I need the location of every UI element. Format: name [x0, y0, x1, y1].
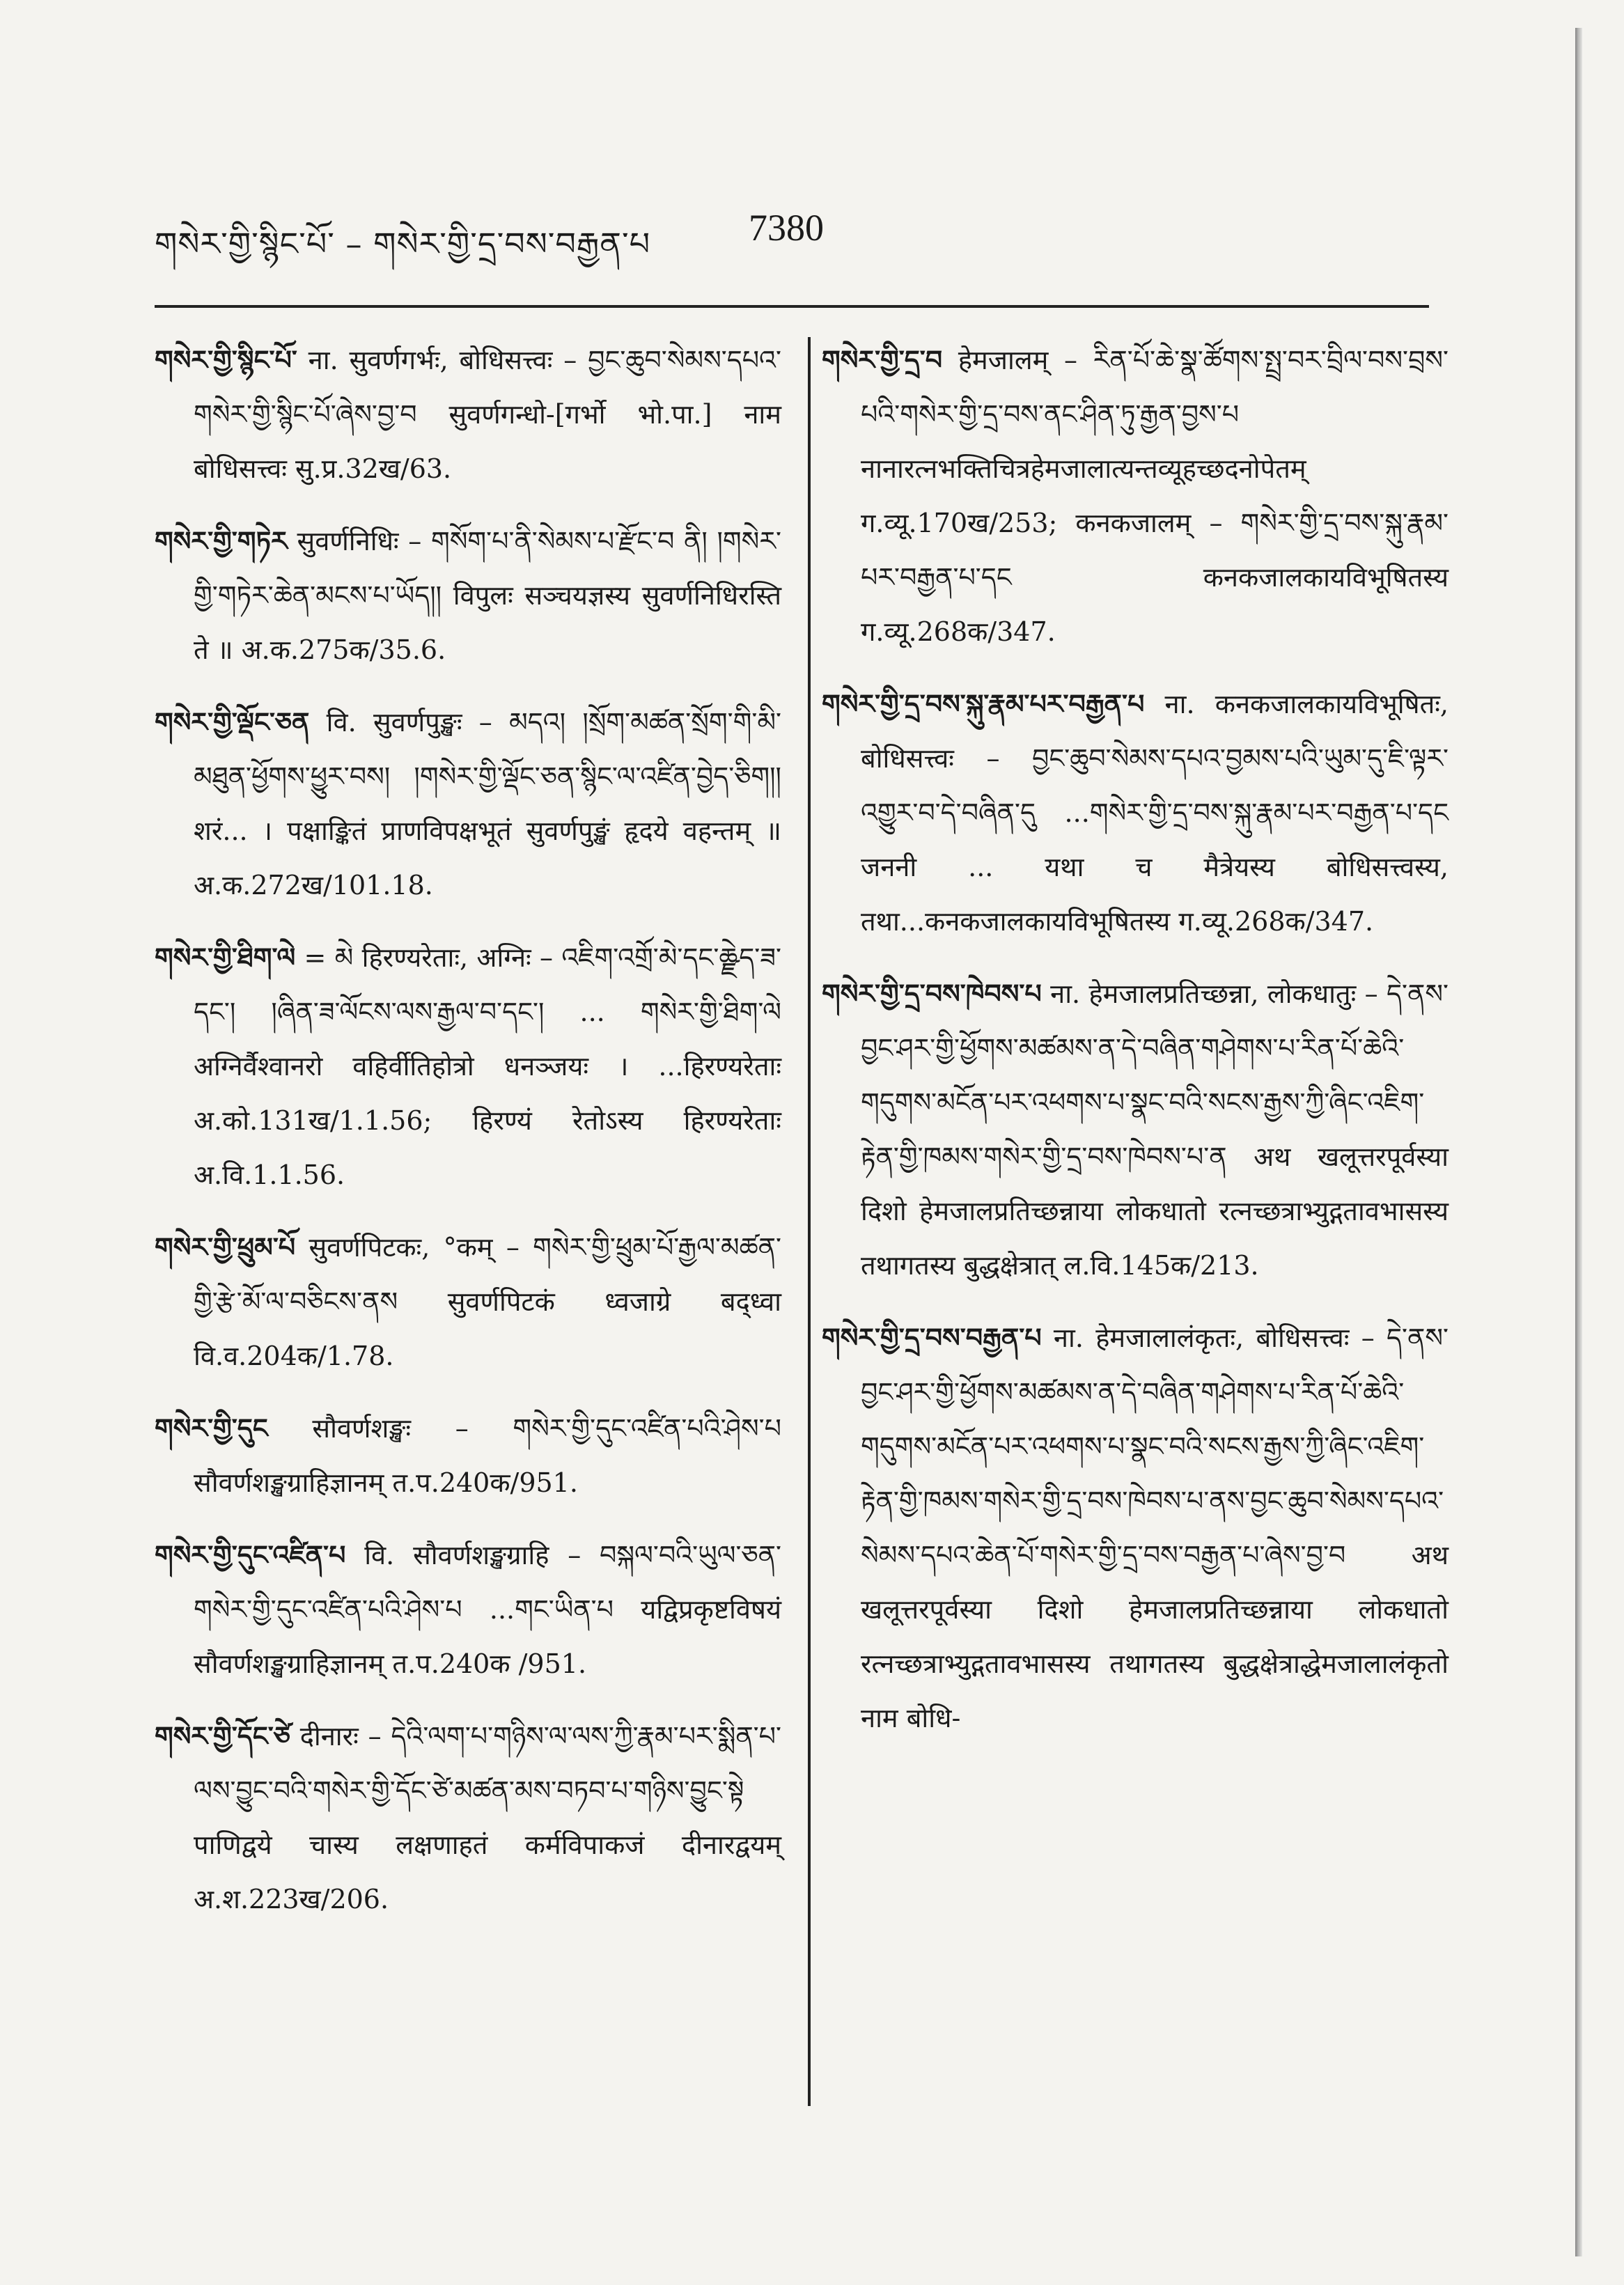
dictionary-entry	[155, 1709, 781, 1926]
entry-headword: གསེར་གྱི་དུང	[155, 1412, 268, 1444]
dictionary-entry	[155, 1401, 781, 1510]
column-divider	[808, 337, 811, 2106]
entry-body: सुवर्णपिटकः, °कम् – གསེར་གྱི་ཕྲུམ་པོ་རྒྱལ་མཚན་གྱི་རྩེ་མོ་ལ་བཅིངས་ནས सुवर्णपिटकं ध्वजाग्रे बद्ध्वा वि.व.204क/1.78.	[194, 1232, 781, 1371]
header-divider	[155, 305, 1429, 308]
entry-headword: གསེར་གྱི་དྲ་བས་ཁེབས་པ	[822, 978, 1042, 1009]
dictionary-entry	[155, 1220, 781, 1383]
dictionary-entry	[155, 514, 781, 677]
dictionary-entry	[155, 333, 781, 496]
dictionary-entry	[822, 677, 1449, 949]
entry-body: वि. सौवर्णशङ्खग्राहि – བསྐལ་བའི་ཡུལ་ཅན་གསེར་གྱི་དུང་འཛིན་པའི་ཤེས་པ ...གང་ཡིན་པ यद्विप्रकृष्टविषयं सौवर्णशङ्खग्राहिज्ञानम् त.प.240क /951.	[194, 1540, 781, 1679]
entry-headword: གསེར་གྱི་དྲ་བས་བརྒྱན་པ	[822, 1322, 1042, 1353]
entry-body: ना. हेमजालप्रतिच्छन्ना, लोकधातुः – དེ་ནས་བྱང་ཤར་གྱི་ཕྱོགས་མཚམས་ན་དེ་བཞིན་གཤེགས་པ་རིན་པོ་ཆེའི་གདུགས་མངོན་པར་འཕགས་པ་སྣང་བའི་སངས་རྒྱས་ཀྱི་ཞིང་འཇིག་རྟེན་གྱི་ཁམས་གསེར་གྱི་དྲ་བས་ཁེབས་པ་ན अथ खलूत्तरपूर्वस्या दिशो हेमजालप्रतिच्छन्नाया लोकधातो रत्नच्छत्राभ्युद्गतावभासस्य तथागतस्य बुद्धक्षेत्रात् ल.वि.145क/213.	[861, 978, 1449, 1281]
entry-headword: གསེར་གྱི་དོང་ཙེ	[155, 1720, 290, 1752]
left-column	[155, 333, 781, 1944]
entry-headword: གསེར་གྱི་དྲ་བ	[822, 344, 943, 375]
entry-body: ना. हेमजालालंकृतः, बोधिसत्त्वः – དེ་ནས་བྱང་ཤར་གྱི་ཕྱོགས་མཚམས་ན་དེ་བཞིན་གཤེགས་པ་རིན་པོ་ཆེའི་གདུགས་མངོན་པར་འཕགས་པ་སྣང་བའི་སངས་རྒྱས་ཀྱི་ཞིང་འཇིག་རྟེན་གྱི་ཁམས་གསེར་གྱི་དྲ་བས་ཁེབས་པ་ནས་བྱང་ཆུབ་སེམས་དཔའ་སེམས་དཔའ་ཆེན་པོ་གསེར་གྱི་དྲ་བས་བརྒྱན་པ་ཞེས་བྱ་བ अथ खलूत्तरपूर्वस्या दिशो हेमजालप्रतिच्छन्नाया लोकधातो रत्नच्छत्राभ्युद्गतावभासस्य तथागतस्य बुद्धक्षेत्राद्धेमजालालंकृतो नाम बोधि-	[861, 1323, 1449, 1733]
entry-body: ना. कनकजालकायविभूषितः, बोधिसत्त्वः – བྱང་ཆུབ་སེམས་དཔའ་བྱམས་པའི་ཡུམ་དུ་ཇི་ལྟར་འགྱུར་བ་དེ་བཞིན་དུ ...གསེར་གྱི་དྲ་བས་སྐུ་རྣམ་པར་བརྒྱན་པ་དང जननी ... यथा च मैत्रेयस्य बोधिसत्त्वस्य, तथा...कनकजालकायविभूषितस्य ग.व्यू.268क/347.	[861, 689, 1449, 937]
right-column	[822, 333, 1449, 1763]
entry-headword: གསེར་གྱི་གཏེར	[155, 525, 288, 556]
entry-body: सौवर्णशङ्खः – གསེར་གྱི་དུང་འཛིན་པའི་ཤེས་པ सौवर्णशङ्खग्राहिज्ञानम् त.प.240क/951.	[194, 1413, 781, 1498]
entry-body: दीनारः – དེའི་ལག་པ་གཉིས་ལ་ལས་ཀྱི་རྣམ་པར་སྨིན་པ་ལས་བྱུང་བའི་གསེར་གྱི་དོང་ཙེ་མཚན་མས་བཏབ་པ་གཉིས་བྱུང་སྟེ पाणिद्वये चास्य लक्षणाहतं कर्मविपाकजं दीनारद्वयम् अ.श.223ख/206.	[194, 1721, 781, 1914]
dictionary-entry	[822, 1311, 1449, 1745]
header-entry-range: གསེར་གྱི་སྙིང་པོ་ – གསེར་གྱི་དྲ་བས་བརྒྱན་པ	[155, 225, 651, 263]
entry-headword: གསེར་གྱི་སྙིང་པོ་	[155, 344, 297, 375]
dictionary-entry	[155, 1528, 781, 1691]
scan-edge-shadow	[1575, 28, 1582, 2256]
dictionary-entry	[822, 333, 1449, 659]
entry-body: वि. सुवर्णपुङ्खः – མདའ། །སྲོག་མཚན་སྲོག་གི་མི་མཐུན་ཕྱོགས་ཕྱུར་བས། །གསེར་གྱི་ལྡོང་ཅན་སྙིང་ལ་འཛིན་བྱེད་ཅིག།། शरं... । पक्षाङ्कितं प्राणविपक्षभूतं सुवर्णपुङ्खं हृदये वहन्तम् ॥ अ.क.272ख/101.18.	[194, 707, 781, 900]
entry-body: सुवर्णनिधिः – གསོག་པ་ནི་སེམས་པ་རྫོང་བ ནི། །གསེར་གྱི་གཏེར་ཆེན་མངས་པ་ཡོད།། विपुलः सञ्चयज्ञस्य सुवर्णनिधिरस्ति ते ॥ अ.क.275क/35.6.	[194, 526, 781, 665]
entry-body: हेमजालम् – རིན་པོ་ཆེ་སྣ་ཚོགས་སྤྲ་བར་བྲིལ་བས་བྲས་པའི་གསེར་གྱི་དྲ་བས་ནང་ཤིན་ཏུ་རྒྱན་བྱས་པ नानारत्नभक्तिचित्रहेमजालात्यन्तव्यूहच्छदनोपेतम् ग.व्यू.170ख/253; कनकजालम् – གསེར་གྱི་དྲ་བས་སྐུ་རྣམ་པར་བརྒྱན་པ་དང कनकजालकायविभूषितस्य ग.व्यू.268क/347.	[861, 345, 1449, 647]
entry-headword: གསེར་གྱི་དྲ་བས་སྐུ་རྣམ་པར་བརྒྱན་པ	[822, 688, 1145, 719]
dictionary-entry	[822, 967, 1449, 1293]
entry-headword: གསེར་གྱི་ལྡོང་ཅན	[155, 706, 310, 738]
entry-headword: གསེར་གྱི་དུང་འཛིན་པ	[155, 1539, 346, 1570]
entry-body: = མེ हिरण्यरेताः, अग्निः – འཇིག་འགྲོ་མེ་དང་ཆྫེད་ཟ་དང་། །ཞིན་ཟ་ལོངས་ལས་རྒྱལ་བ་དང་། ... གསེར་གྱི་ཐིག་ལེ अग्निर्वैश्वानरो वहिर्वीतिहोत्रो धनञ्जयः । ...हिरण्यरेताः अ.को.131ख/1.1.56; हिरण्यं रेतोऽस्य हिरण्यरेताः अ.वि.1.1.56.	[194, 942, 781, 1190]
dictionary-entry	[155, 930, 781, 1202]
entry-headword: གསེར་གྱི་ཐིག་ལེ	[155, 942, 296, 973]
entry-body: ना. सुवर्णगर्भः, बोधिसत्त्वः – བྱང་ཆུབ་སེམས་དཔའ་གསེར་གྱི་སྙིང་པོ་ཞེས་བྱ་བ सुवर्णगन्धो-[गर्भो भो.पा.] नाम बोधिसत्त्वः सु.प्र.32ख/63.	[194, 345, 781, 484]
entry-headword: གསེར་གྱི་ཕྲུམ་པོ	[155, 1231, 296, 1263]
dictionary-entry	[155, 695, 781, 912]
page-number: 7380	[749, 207, 824, 249]
